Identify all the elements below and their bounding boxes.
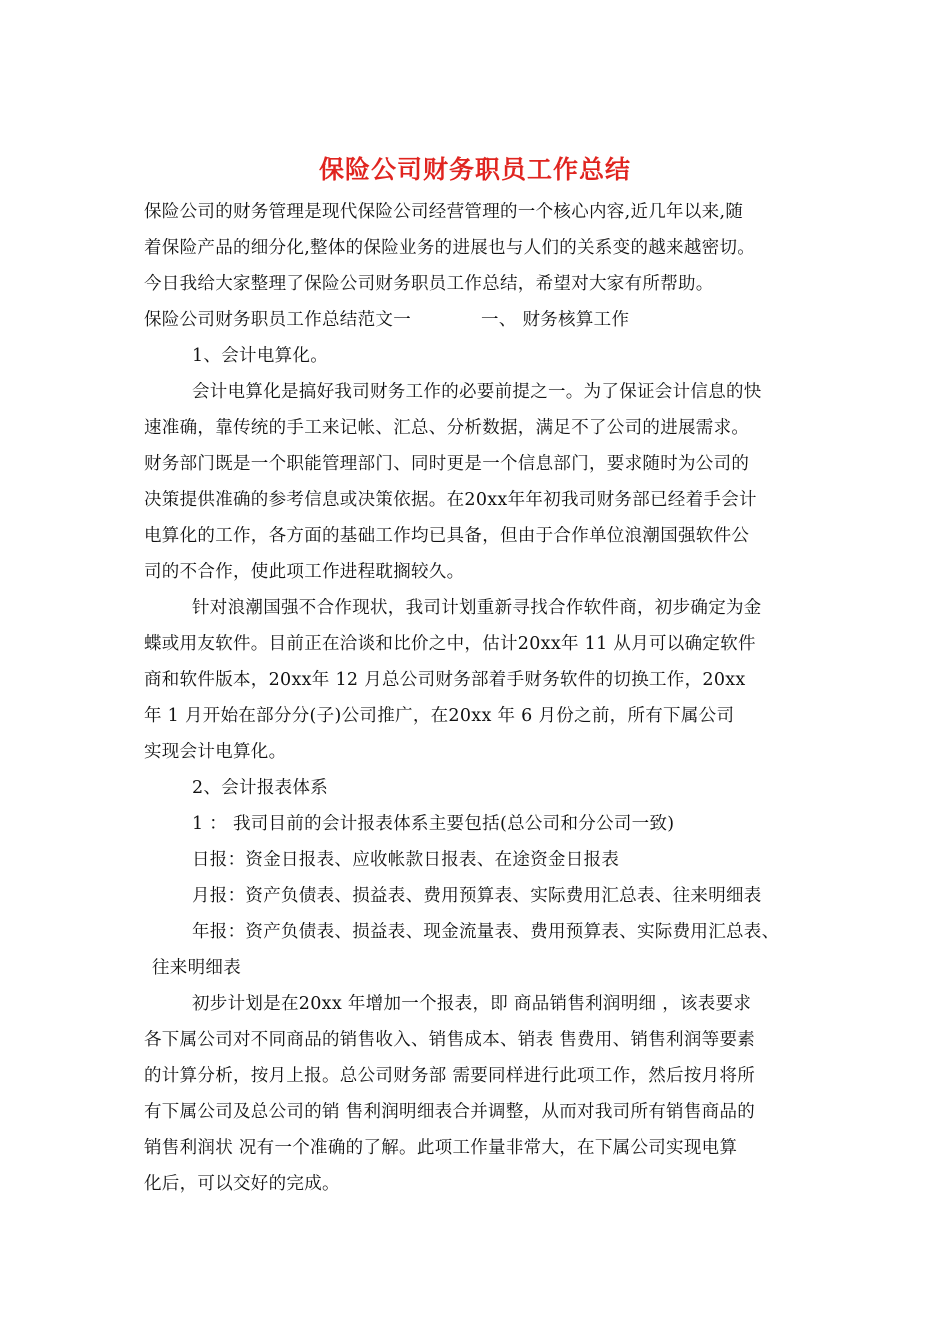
paragraph-line: 年报：资产负债表、损益表、现金流量表、费用预算表、实际费用汇总表、	[192, 922, 780, 942]
paragraph-line: 往来明细表	[152, 958, 241, 978]
paragraph-line: 会计电算化是搞好我司财务工作的必要前提之一。为了保证会计信息的快	[192, 382, 762, 402]
paragraph-line: 蝶或用友软件。目前正在洽谈和比价之中，估计20xx年 11 从月可以确定软件	[144, 634, 756, 654]
subsection-heading: 2、会计报表体系	[192, 778, 329, 798]
paragraph-line: 速准确，靠传统的手工来记帐、汇总、分析数据，满足不了公司的进展需求。	[144, 418, 750, 438]
paragraph-line: 着保险产品的细分化,整体的保险业务的进展也与人们的关系变的越来越密切。	[144, 238, 756, 258]
paragraph-line: 今日我给大家整理了保险公司财务职员工作总结，希望对大家有所帮助。	[144, 274, 714, 294]
paragraph-line: 实现会计电算化。	[144, 742, 287, 762]
paragraph-line: 财务部门既是一个职能管理部门、同时更是一个信息部门，要求随时为公司的	[144, 454, 750, 474]
paragraph-line: 针对浪潮国强不合作现状，我司计划重新寻找合作软件商，初步确定为金	[192, 598, 762, 618]
paragraph-line: 日报：资金日报表、应收帐款日报表、在途资金日报表	[192, 850, 620, 870]
paragraph-line: 商和软件版本，20xx年 12 月总公司财务部着手财务软件的切换工作，20xx	[144, 670, 746, 690]
section-heading: 保险公司财务职员工作总结范文一	[144, 310, 411, 330]
subsection-heading: 1、会计电算化。	[192, 346, 329, 366]
document-title: 保险公司财务职员工作总结	[318, 155, 631, 184]
paragraph-line: 化后，可以交好的完成。	[144, 1174, 340, 1194]
paragraph-line: 年 1 月开始在部分分(子)公司推广，在20xx 年 6 月份之前，所有下属公司	[144, 706, 735, 726]
paragraph-line: 月报：资产负债表、损益表、费用预算表、实际费用汇总表、往来明细表	[192, 886, 762, 906]
paragraph-line: 司的不合作，使此项工作进程耽搁较久。	[144, 562, 465, 582]
section-heading: 一、 财务核算工作	[481, 310, 630, 330]
paragraph-line: 决策提供准确的参考信息或决策依据。在20xx年年初我司财务部已经着手会计	[144, 490, 757, 510]
paragraph-line: 的计算分析，按月上报。总公司财务部 需要同样进行此项工作，然后按月将所	[144, 1066, 756, 1086]
paragraph-line: 保险公司的财务管理是现代保险公司经营管理的一个核心内容,近几年以来,随	[144, 202, 744, 222]
paragraph-line: 销售利润状 况有一个准确的了解。此项工作量非常大，在下属公司实现电算	[144, 1138, 738, 1158]
paragraph-line: 电算化的工作，各方面的基础工作均已具备，但由于合作单位浪潮国强软件公	[144, 526, 750, 546]
paragraph-line: 初步计划是在20xx 年增加一个报表，即 商品销售利润明细 ，该表要求	[192, 994, 752, 1014]
paragraph-line: 各下属公司对不同商品的销售收入、销售成本、销表 售费用、销售利润等要素	[144, 1030, 756, 1050]
paragraph-line: 有下属公司及总公司的销 售利润明细表合并调整，从而对我司所有销售商品的	[144, 1102, 756, 1122]
paragraph-line: 1 ： 我司目前的会计报表体系主要包括(总公司和分公司一致)	[192, 814, 675, 834]
